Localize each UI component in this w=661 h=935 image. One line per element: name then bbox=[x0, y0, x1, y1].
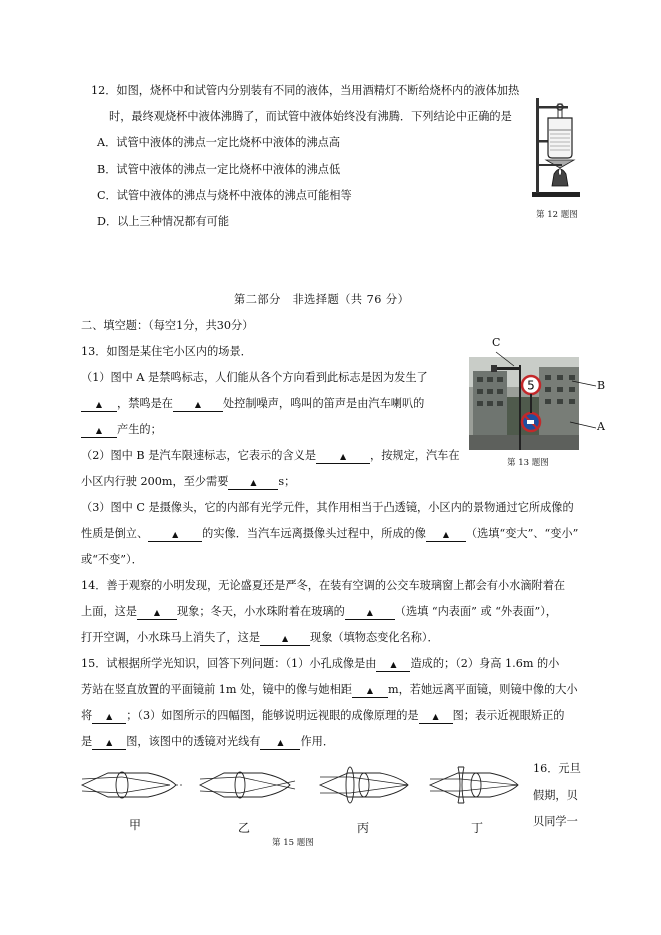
q15-line1: 15．试根据所学光知识，回答下列问题：（1）小孔成像是由 ▲ 造成的；（2）身高 1.6m 的小 bbox=[81, 657, 560, 670]
q15-diagram-bing bbox=[316, 763, 412, 807]
q13-label-b: B bbox=[597, 379, 606, 392]
q13-sub1-line1: （1）图中 A 是禁鸣标志，人们能从各个方向看到此标志是因为发生了 bbox=[81, 371, 428, 384]
answer-blank[interactable]: ▲ bbox=[352, 685, 388, 698]
q12-option-b: B．试管中液体的沸点一定比烧杯中液体的沸点低 bbox=[97, 163, 341, 176]
answer-blank[interactable]: ▲ bbox=[376, 659, 410, 672]
q15-label-bing: 丙 bbox=[357, 821, 370, 835]
answer-blank[interactable]: ▲ bbox=[345, 607, 395, 620]
q15-label-yi: 乙 bbox=[238, 821, 251, 835]
answer-blank[interactable]: ▲ bbox=[228, 477, 278, 490]
q13-callout-lines bbox=[490, 344, 600, 436]
q16-line3: 贝同学一 bbox=[533, 815, 578, 828]
q13-sub3-line2: 性质是倒立、 ▲ 的实像．当汽车远离摄像头过程中，所成的像 ▲ （选填“变大”、“变小” bbox=[81, 527, 579, 540]
section2-heading: 二、填空题：（每空1分，共30分） bbox=[81, 319, 254, 332]
answer-blank[interactable]: ▲ bbox=[260, 737, 300, 750]
answer-blank[interactable]: ▲ bbox=[426, 529, 466, 542]
part2-title: 第二部分 非选择题（共 76 分） bbox=[234, 293, 410, 306]
q15-line2: 芳站在竖直放置的平面镜前 1m 处，镜中的像与她相距 ▲ m，若她远离平面镜，则镜中像的大小 bbox=[81, 683, 578, 696]
q13-sub2-line2: 小区内行驶 200m，至少需要 ▲ s； bbox=[81, 475, 296, 488]
answer-blank[interactable]: ▲ bbox=[260, 633, 310, 646]
answer-blank[interactable]: ▲ bbox=[81, 425, 117, 438]
q15-line4: 是 ▲ 图，该图中的透镜对光线有 ▲ 作用． bbox=[81, 735, 335, 748]
q14-line2: 上面，这是 ▲ 现象；冬天，小水珠附着在玻璃的 ▲ （选填 “内表面” 或 “外表面”）， bbox=[81, 605, 557, 618]
q13-label-a: A bbox=[597, 420, 605, 433]
q13-sub3-line3: 或“不变”）． bbox=[81, 553, 143, 566]
q15-diagram-jia bbox=[78, 765, 186, 805]
q12-figure-caption: 第 12 题图 bbox=[536, 210, 578, 220]
q13-sub1-line3: ▲ 产生的； bbox=[81, 422, 162, 438]
q13-stem: 13．如图是某住宅小区内的场景． bbox=[81, 345, 252, 358]
q14-line3: 打开空调，小水珠马上消失了，这是 ▲ 现象（填物态变化名称）． bbox=[81, 631, 439, 644]
q13-figure-caption: 第 13 题图 bbox=[507, 458, 549, 468]
answer-blank[interactable]: ▲ bbox=[419, 711, 453, 724]
q16-line2: 假期，贝 bbox=[533, 789, 578, 802]
answer-blank[interactable]: ▲ bbox=[148, 529, 202, 542]
q15-figure-caption: 第 15 题图 bbox=[272, 838, 314, 848]
answer-blank[interactable]: ▲ bbox=[137, 607, 177, 620]
q14-line1: 14．善于观察的小明发现，无论盛夏还是严冬，在装有空调的公交车玻璃窗上都会有小水滴附着在 bbox=[81, 579, 566, 592]
svg-text:5: 5 bbox=[527, 378, 535, 393]
q13-sub1-line2: ▲ ，禁鸣是在 ▲ 处控制噪声，鸣叫的笛声是由汽车喇叭的 bbox=[81, 396, 424, 412]
q15-line3: 将 ▲ ；（3）如图所示的四幅图，能够说明远视眼的成像原理的是 ▲ 图；表示近视眼矫正的 bbox=[81, 709, 565, 722]
q13-sub3-line1: （3）图中 C 是摄像头，它的内部有光学元件，其作用相当于凸透镜，小区内的景物通过它所成像的 bbox=[81, 501, 574, 514]
q12-apparatus-figure bbox=[526, 94, 586, 200]
q16-line1: 16．元旦 bbox=[533, 762, 581, 775]
q12-option-a: A．试管中液体的沸点一定比烧杯中液体的沸点高 bbox=[97, 136, 341, 149]
q12-option-c: C．试管中液体的沸点与烧杯中液体的沸点可能相等 bbox=[97, 189, 352, 202]
q15-label-ding: 丁 bbox=[471, 821, 484, 835]
q15-diagram-yi bbox=[196, 765, 296, 805]
answer-blank[interactable]: ▲ bbox=[316, 451, 370, 464]
q12-option-d: D．以上三种情况都有可能 bbox=[97, 215, 230, 228]
answer-blank[interactable]: ▲ bbox=[92, 737, 126, 750]
q15-label-jia: 甲 bbox=[129, 818, 142, 832]
answer-blank[interactable]: ▲ bbox=[92, 711, 126, 724]
q13-label-c: C bbox=[492, 336, 501, 349]
q13-sub2-line1: （2）图中 B 是汽车限速标志，它表示的含义是 ▲ ，按规定，汽车在 bbox=[81, 449, 460, 462]
answer-blank[interactable]: ▲ bbox=[173, 399, 223, 412]
q12-line1: 12．如图，烧杯中和试管内分别装有不同的液体，当用酒精灯不断给烧杯内的液体加热 bbox=[91, 84, 520, 97]
q15-diagram-ding bbox=[426, 763, 522, 807]
answer-blank[interactable]: ▲ bbox=[81, 399, 117, 412]
q12-line2: 时，最终观烧杯中液体沸腾了，而试管中液体始终没有沸腾．下列结论中正确的是 bbox=[109, 110, 512, 123]
